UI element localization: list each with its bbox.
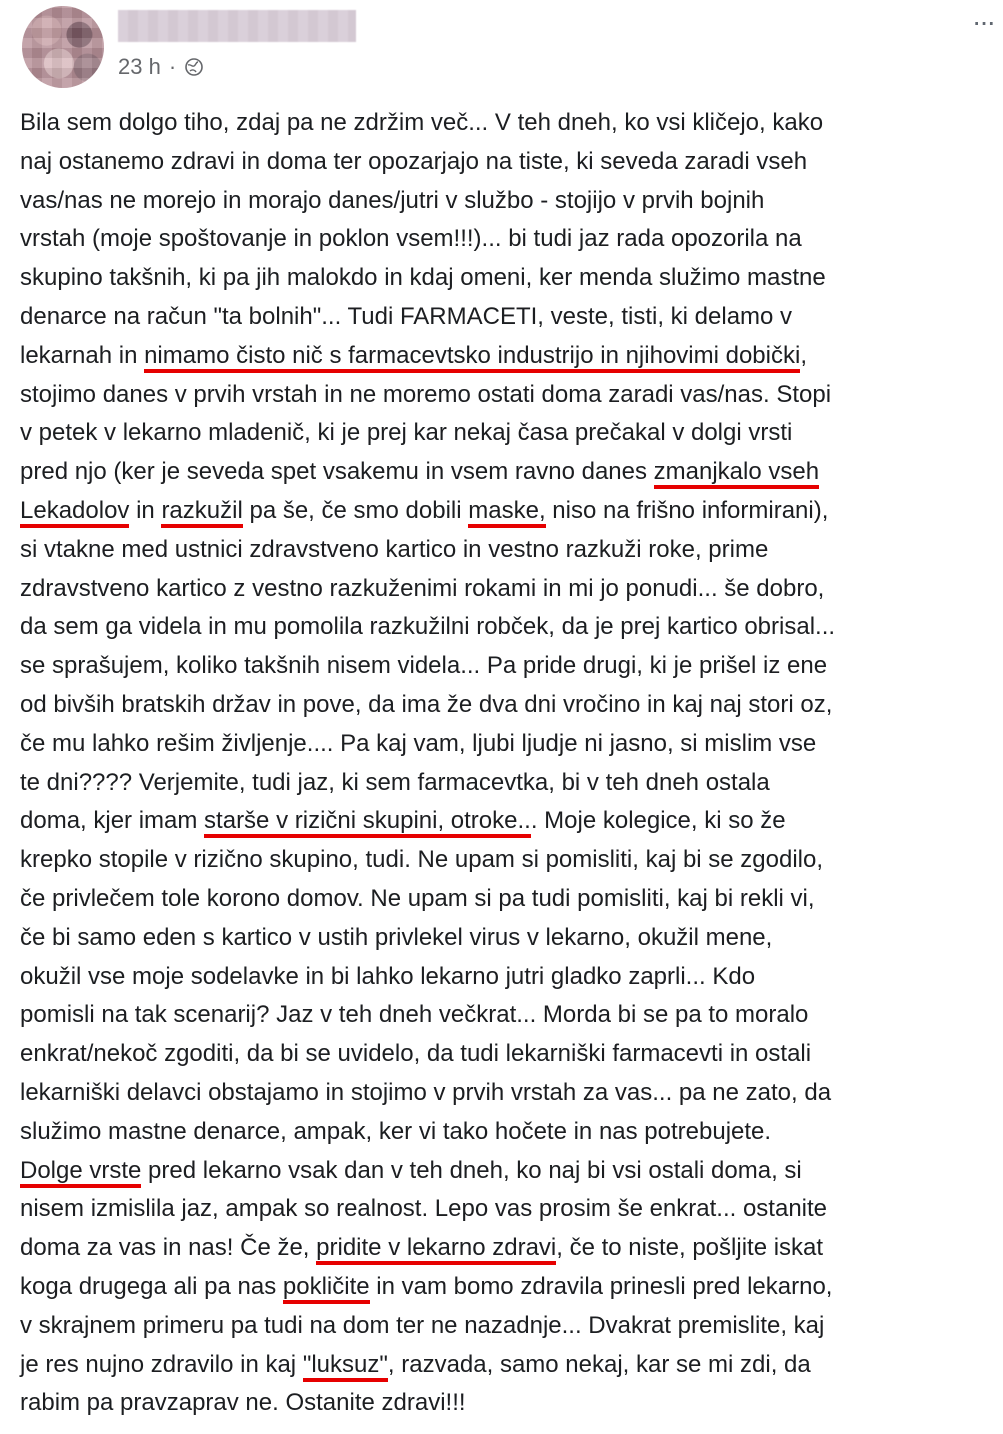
post-line [20, 1152, 985, 1191]
post-line: krepko stopile v rizično skupino, tudi. Ne upam si pomisliti, kaj bi se zgodilo, [20, 846, 824, 874]
text-segment: pred njo (ker je seveda spet vsakemu in vsem ravno danes [20, 458, 654, 486]
post-line: če mu lahko rešim življenje.... Pa kaj vam, ljubi ljudje ni jasno, si mislim vse [20, 729, 817, 757]
highlight-underline: pokličite [283, 1273, 370, 1304]
post-line [20, 492, 985, 531]
highlight-underline: nimamo čisto nič s farmacevtsko industrijo in njihovimi dobički [144, 342, 800, 373]
highlight-underline: razkužil [161, 497, 242, 528]
post-line [20, 337, 985, 376]
post-line: lekarniški delavci obstajamo in stojimo v prvih vrstah za vas... pa ne zato, da [20, 1078, 832, 1106]
post-line: če bi samo eden s kartico v ustih privlekel virus v lekarno, okužil mene, [20, 923, 773, 951]
post-line: od bivših bratskih držav in pove, da ima že dva dni vročino in kaj naj stori oz, [20, 690, 833, 718]
highlight-underline: maske, [468, 497, 545, 528]
highlight-underline: starše v rizični skupini, otroke.. [204, 807, 531, 838]
post-line: služimo mastne denarce, ampak, ker vi tako hočete in nas potrebujete. [20, 1117, 772, 1145]
text-segment: niso na frišno informirani), [545, 496, 829, 524]
text-segment: in [129, 496, 162, 524]
post-timestamp[interactable]: 23 h [118, 54, 161, 79]
text-segment: koga drugega ali pa nas [20, 1272, 283, 1300]
post-line: stojimo danes v prvih vrstah in ne moremo ostati doma zaradi vas/nas. Stopi [20, 380, 832, 408]
text-segment: , razvada, samo nekaj, kar se mi zdi, da [387, 1350, 811, 1378]
highlight-underline: Lekadolov [20, 497, 129, 528]
post-header [0, 0, 1003, 96]
highlight-underline: zmanjkalo vseh [654, 458, 819, 489]
post-line: zdravstveno kartico z vestno razkuženimi rokami in mi jo ponudi... še dobro, [20, 574, 825, 602]
post-line [20, 1229, 985, 1268]
globe-icon [184, 57, 204, 77]
highlight-underline: "luksuz" [303, 1351, 388, 1382]
text-segment: , če to niste, pošljite iskat [556, 1234, 824, 1262]
post-line [20, 1346, 985, 1385]
post-line: naj ostanemo zdravi in doma ter opozarjajo na tiste, ki seveda zaradi vseh [20, 147, 808, 175]
post-line: si vtakne med ustnici zdravstveno kartico in vestno razkuži roke, prime [20, 535, 769, 563]
post-meta: 23 h · [118, 52, 204, 82]
text-segment: doma, kjer imam [20, 807, 205, 835]
author-name-redacted[interactable] [118, 10, 356, 42]
highlight-underline: pridite v lekarno zdravi [316, 1234, 556, 1265]
post-line: vas/nas ne morejo in morajo danes/jutri v službo - stojijo v prvih bojnih [20, 186, 765, 214]
text-segment: in vam bomo zdravila prinesli pred lekarno, [369, 1272, 833, 1300]
post-line: če privlečem tole korono domov. Ne upam si pa tudi pomisliti, kaj bi rekli vi, [20, 884, 815, 912]
post-text [20, 104, 985, 1423]
post-line: okužil vse moje sodelavke in bi lahko lekarno jutri gladko zaprli... Kdo [20, 962, 756, 990]
text-segment: , [800, 341, 807, 369]
post-line: se sprašujem, koliko takšnih nisem videla... Pa pride drugi, ki je prišel iz ene [20, 652, 828, 680]
post-line: denarce na račun "ta bolnih"... Tudi FARMACETI, veste, tisti, ki delamo v [20, 302, 793, 330]
post-line [20, 802, 985, 841]
more-options-icon[interactable]: ··· [972, 6, 994, 37]
post-line: da sem ga videla in mu pomolila razkužilni robček, da je prej kartico obrisal... [20, 613, 836, 641]
post-line: pomisli na tak scenarij? Jaz v teh dneh večkrat... Morda bi se pa to moralo [20, 1001, 809, 1029]
post-line: skupino takšnih, ki pa jih malokdo in kdaj omeni, ker menda služimo mastne [20, 264, 826, 292]
post-line: te dni???? Verjemite, tudi jaz, ki sem farmacevtka, bi v teh dneh ostala [20, 768, 770, 796]
post-line: v petek v lekarno mladenič, ki je prej kar nekaj časa prečakal v dolgi vrsti [20, 419, 793, 447]
post-line [20, 453, 985, 492]
text-segment: . Moje kolegice, ki so že [530, 807, 786, 835]
text-segment: je res nujno zdravilo in kaj [20, 1350, 303, 1378]
text-segment: pa še, če smo dobili [242, 496, 469, 524]
post-line: nisem izmislila jaz, ampak so realnost. Lepo vas prosim še enkrat... ostanite [20, 1195, 828, 1223]
post-line: vrstah (moje spoštovanje in poklon vsem!!!)... bi tudi jaz rada opozorila na [20, 225, 802, 253]
post-line: rabim pa pravzaprav ne. Ostanite zdravi!!! [20, 1389, 466, 1417]
text-segment: pred lekarno vsak dan v teh dneh, ko naj bi vsi ostali doma, si [141, 1156, 802, 1184]
post-line: v skrajnem primeru pa tudi na dom ter ne nazadnje... Dvakrat premislite, kaj [20, 1311, 825, 1339]
post-line: enkrat/nekoč zgoditi, da bi se uvidelo, da tudi lekarniški farmacevti in ostali [20, 1040, 812, 1068]
post-line: Bila sem dolgo tiho, zdaj pa ne zdržim več... V teh dneh, ko vsi kličejo, kako [20, 109, 824, 136]
text-segment: doma za vas in nas! Če že, [20, 1234, 317, 1262]
post-line [20, 1268, 985, 1307]
avatar[interactable] [22, 6, 104, 88]
highlight-underline: Dolge vrste [20, 1157, 141, 1188]
text-segment: lekarnah in [20, 341, 145, 369]
